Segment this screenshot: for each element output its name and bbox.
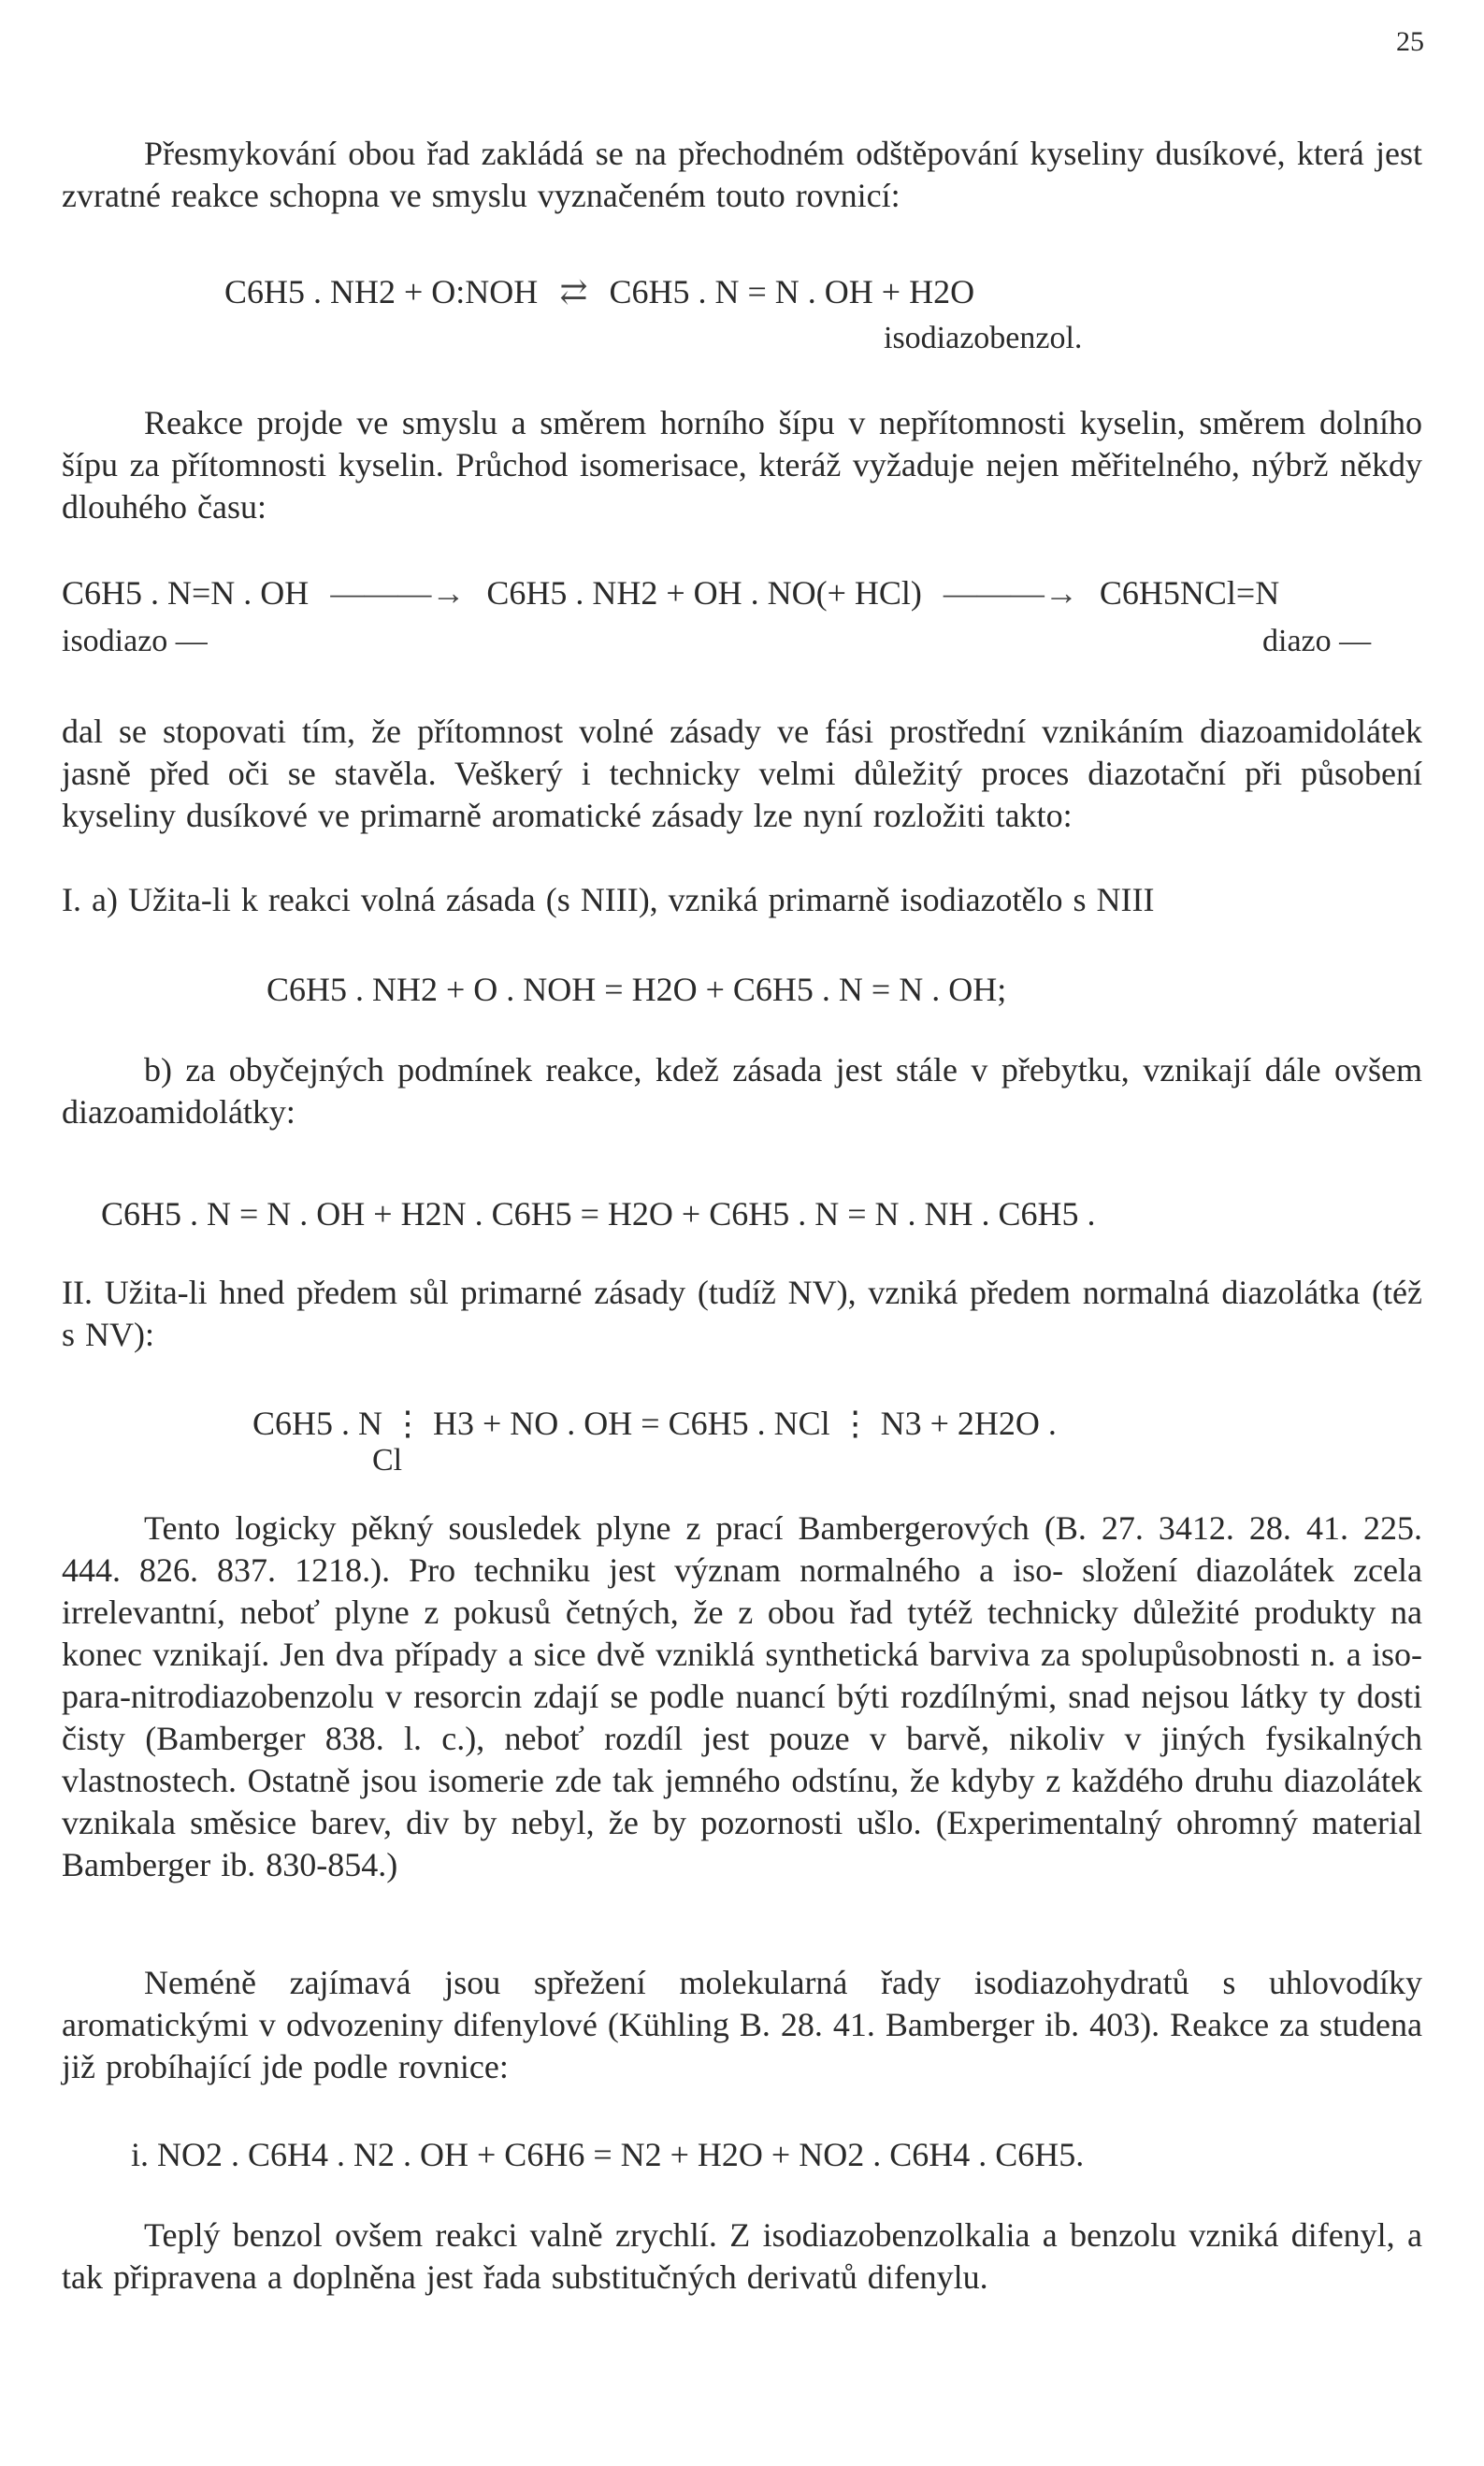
- reaction-arrow-icon: ———→: [330, 574, 466, 612]
- equation-2: [62, 572, 1279, 614]
- equation-2-part-2: C6H5 . NH2 + OH . NO(+ HCl): [486, 574, 922, 612]
- equation-5: C6H5 . N ⋮ H3 + NO . OH = C6H5 . NCl ⋮ N3 + 2H2O .: [252, 1405, 1057, 1442]
- equation-2-part-3: C6H5NCl=N: [1099, 574, 1280, 612]
- page-number: 25: [1396, 26, 1424, 57]
- equation-1-right: C6H5 . N = N . OH + H2O: [609, 273, 975, 310]
- equation-3: C6H5 . NH2 + O . NOH = H2O + C6H5 . N = N . OH;: [267, 971, 1007, 1008]
- equation-5-below: Cl: [372, 1443, 403, 1478]
- equation-1-left: C6H5 . NH2 + O:NOH: [224, 273, 539, 310]
- paragraph-8: Neméně zajímavá jsou spřežení molekularná řady isodiazohydratů s uhlovodíky aromatickými v odvozeniny difenylové (Kühling B. 28. 41. Bamberger ib. 403). Reakce za studena již probíhající jde podle rovnice:: [62, 1964, 1422, 2085]
- equation-1: [224, 271, 974, 313]
- equilibrium-arrow-icon: ⇄: [559, 273, 588, 310]
- paragraph-1: Přesmykování obou řad zakládá se na přechodném odštěpování kyseliny dusíkové, která jest zvratné reakce schopna ve smyslu vyznačeném touto rovnicí:: [62, 135, 1422, 214]
- reaction-arrow-icon: ———→: [943, 574, 1078, 612]
- equation-1-label: isodiazobenzol.: [884, 321, 1083, 355]
- paragraph-5: b) za obyčejných podmínek reakce, kdež zásada jest stále v přebytku, vznikají dále ovšem diazoamidolátky:: [62, 1051, 1422, 1131]
- equation-2-part-1: C6H5 . N=N . OH: [62, 574, 310, 612]
- paragraph-9: Teplý benzol ovšem reakci valně zrychlí. Z isodiazobenzolkalia a benzolu vzniká difenyl, a tak připravena a doplněna jest řada substitučných derivatů difenylu.: [62, 2216, 1422, 2296]
- paragraph-6: II. Užita-li hned předem sůl primarné zásady (tudíž NV), vzniká předem normalná diazolátka (též s NV):: [62, 1274, 1422, 1353]
- equation-2-label-right: diazo —: [1262, 624, 1372, 658]
- equation-6: i. NO2 . C6H4 . N2 . OH + C6H6 = N2 + H2O + NO2 . C6H4 . C6H5.: [131, 2136, 1085, 2173]
- equation-4: C6H5 . N = N . OH + H2N . C6H5 = H2O + C6H5 . N = N . NH . C6H5 .: [101, 1195, 1096, 1233]
- equation-2-label-left: isodiazo —: [62, 624, 208, 658]
- paragraph-2: Reakce projde ve smyslu a směrem horního šípu v nepřítomnosti kyselin, směrem dolního šípu za přítomnosti kyselin. Průchod isomerisace, kteráž vyžaduje nejen měřitelného, nýbrž někdy dlouhého času:: [62, 404, 1422, 526]
- paragraph-4: I. a) Užita-li k reakci volná zásada (s NIII), vzniká primarně isodiazotělo s NIII: [62, 881, 1155, 918]
- paragraph-3: dal se stopovati tím, že přítomnost volné zásady ve fási prostřední vznikáním diazoamidolátek jasně před oči se stavěla. Veškerý i technicky velmi důležitý proces diazotační při působení kyseliny dusíkové ve primarně aromatické zásady lze nyní rozložiti takto:: [62, 713, 1422, 834]
- paragraph-7: Tento logicky pěkný sousledek plyne z prací Bambergerových (B. 27. 3412. 28. 41. 225. 444. 826. 837. 1218.). Pro techniku jest význam normalného a iso- složení diazolátek zcela irrelevantní, neboť plyne z pokusů četných, že z obou řad tytéž technicky důležité produkty na konec vznikají. Jen dva případy a sice dvě vzniklá synthetická barviva za spolupůsobnosti n. a iso- para-nitrodiazobenzolu v resorcin zdají se podle nuancí býti rozdílnými, snad nejsou látky ty dosti čisty (Bamberger 838. l. c.), neboť rozdíl jest pouze v barvě, nikoliv v jiných fysikalných vlastnostech. Ostatně jsou isomerie zde tak jemného odstínu, že kdyby z každého druhu diazolátek vznikala směsice barev, div by nebyl, že by pozornosti ušlo. (Experimentalný ohromný material Bamberger ib. 830-854.): [62, 1509, 1422, 1883]
